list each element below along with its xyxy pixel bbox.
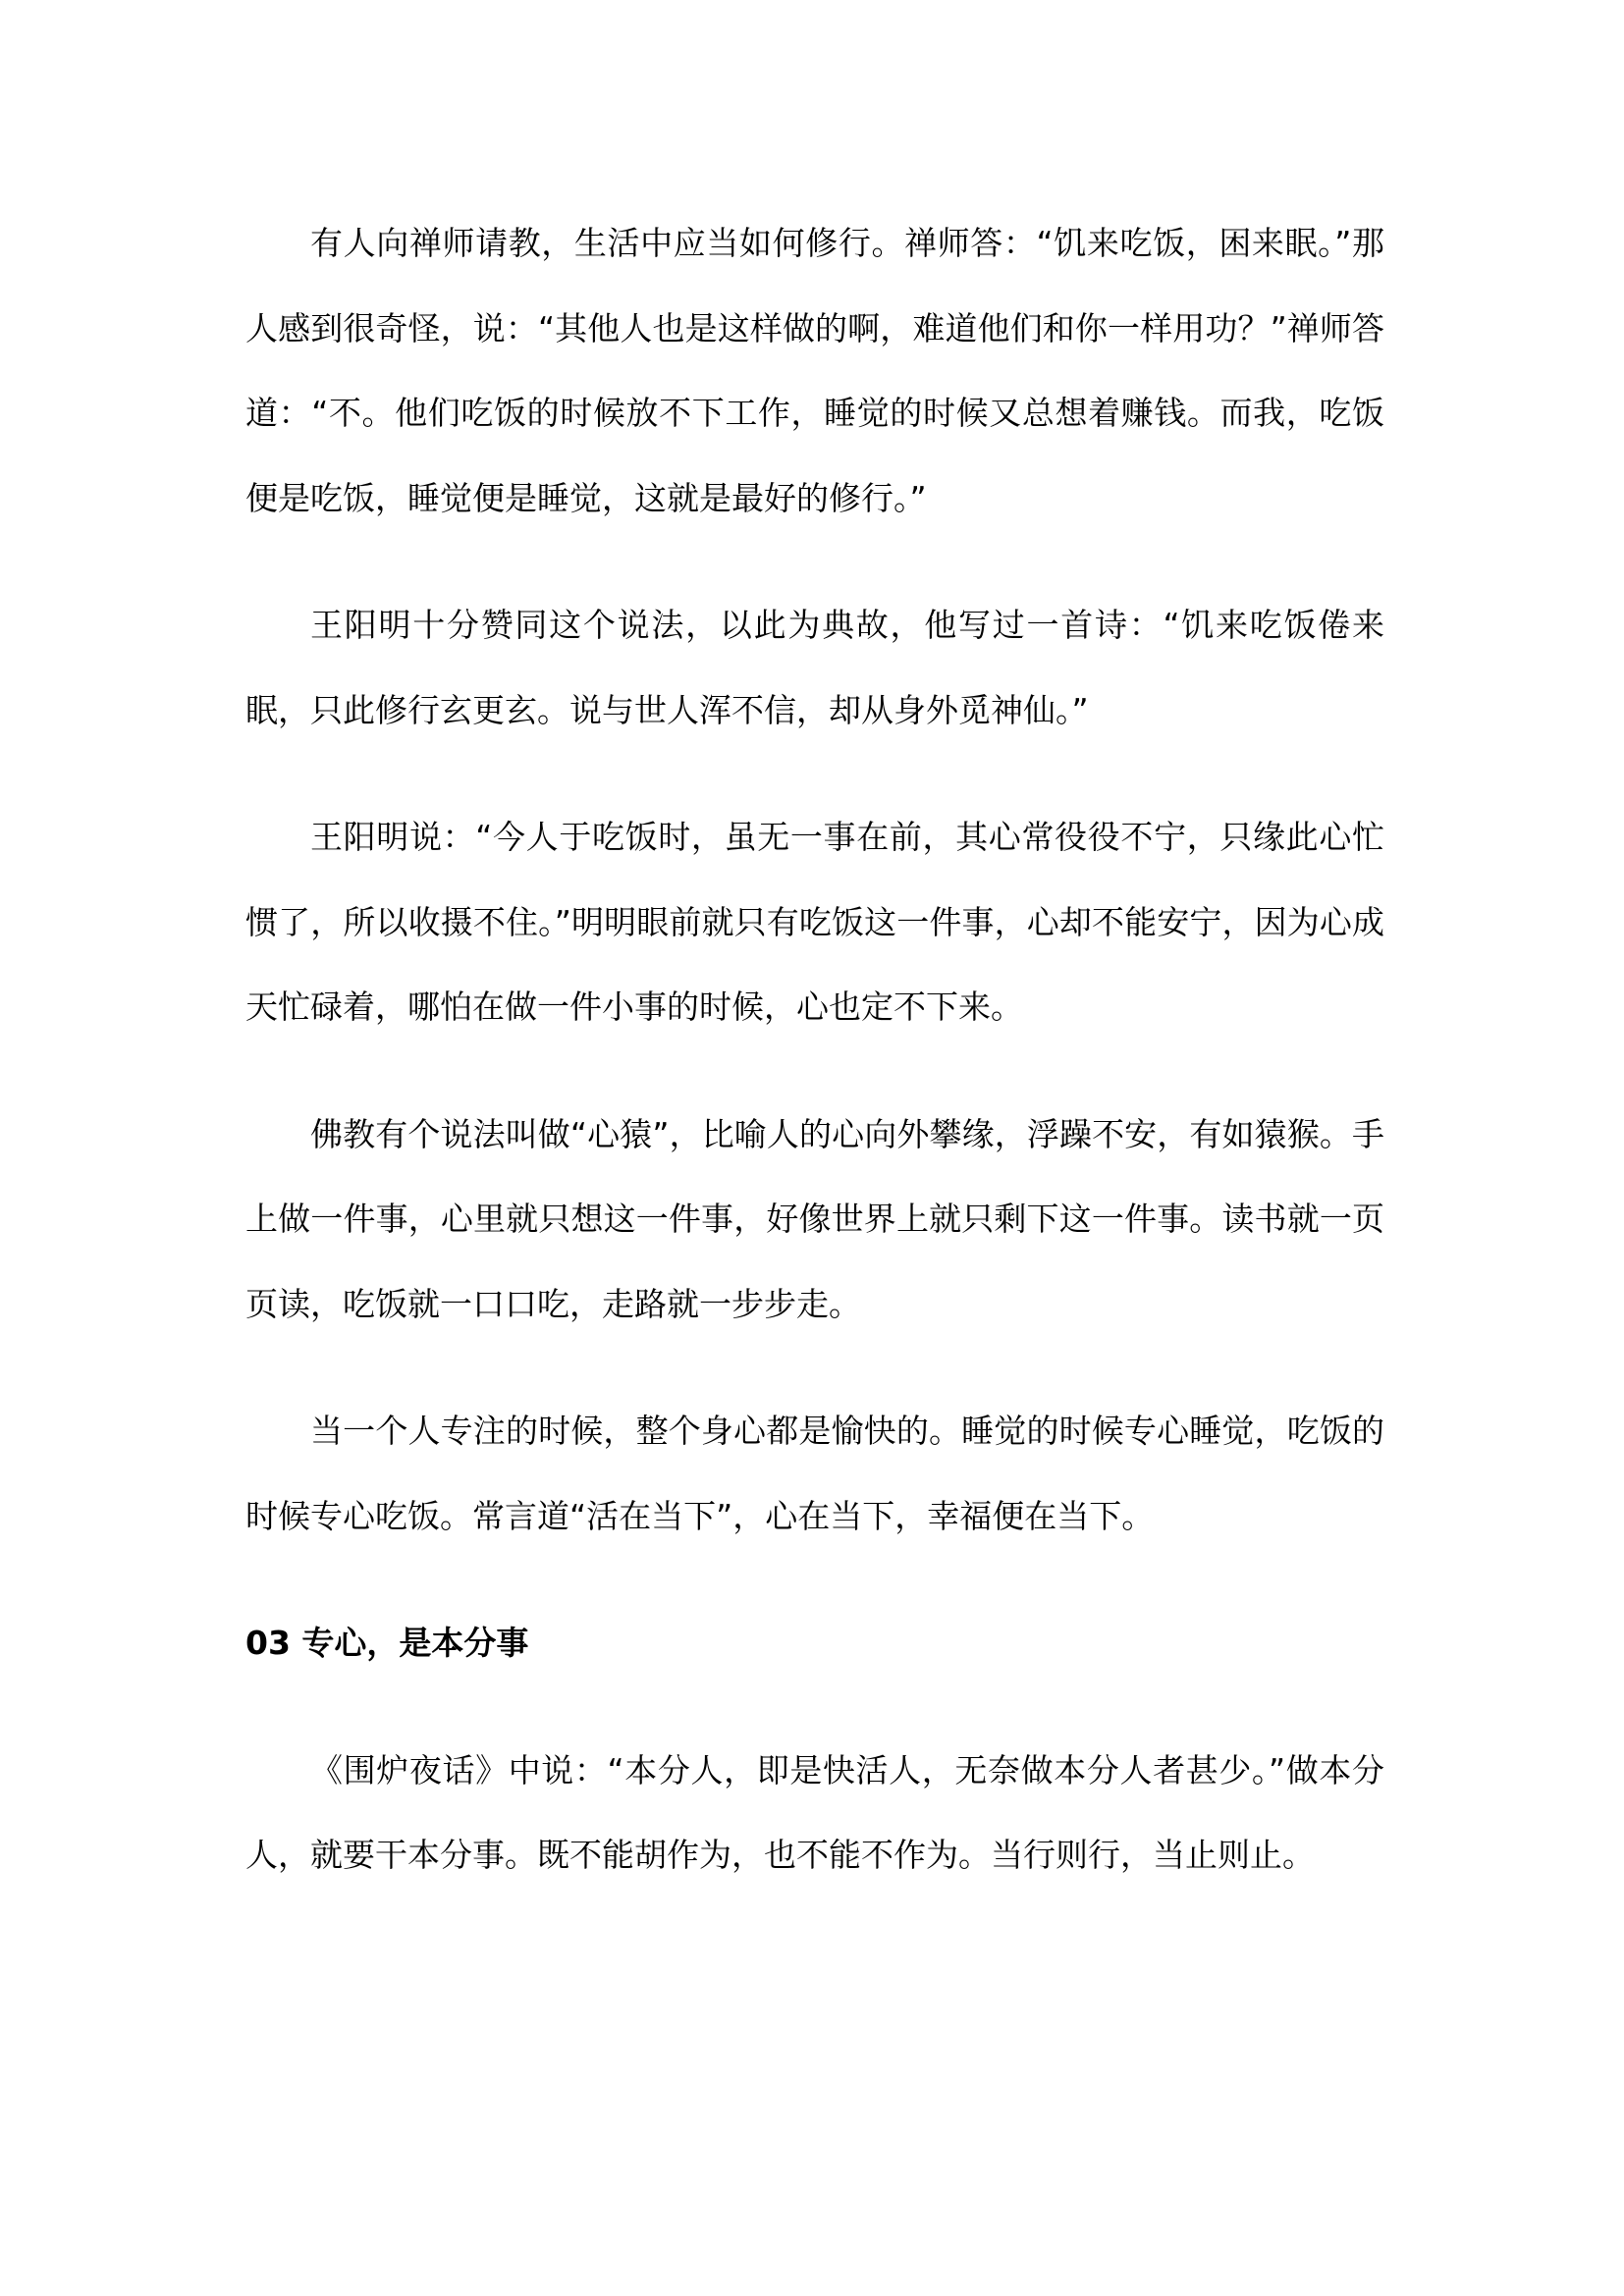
paragraph-live-in-present: 当一个人专注的时候，整个身心都是愉快的。睡觉的时候专心睡觉，吃饭的时候专心吃饭。常言道“活在当下”，心在当下，幸福便在当下。 xyxy=(245,1412,1384,1535)
document-body xyxy=(245,201,1384,1898)
paragraph-zen-master-story: 有人向禅师请教，生活中应当如何修行。禅师答：“饥来吃饭，困来眠。”那人感到很奇怪，说：“其他人也是这样做的啊，难道他们和你一样用功？”禅师答道：“不。他们吃饭的时候放不下工作，睡觉的时候又总想着赚钱。而我，吃饭便是吃饭，睡觉便是睡觉，这就是最好的修行。” xyxy=(245,224,1384,517)
section-heading: 03 专心，是本分事 xyxy=(245,1624,529,1662)
paragraph-heart-monkey: 佛教有个说法叫做“心猿”，比喻人的心向外攀缘，浮躁不安，有如猿猴。手上做一件事，心里就只想这一件事，好像世界上就只剩下这一件事。读书就一页页读，吃饭就一口口吃，走路就一步步走。 xyxy=(245,1114,1384,1323)
paragraph-wang-yangming-quote: 王阳明说：“今人于吃饭时，虽无一事在前，其心常役役不宁，只缘此心忙惯了，所以收摄不住。”明明眼前就只有吃饭这一件事，心却不能安宁，因为心成天忙碌着，哪怕在做一件小事的时候，心也定不下来。 xyxy=(245,818,1384,1026)
paragraph-fireside-talk: 《围炉夜话》中说：“本分人，即是快活人，无奈做本分人者甚少。”做本分人，就要干本分事。既不能胡作为，也不能不作为。当行则行，当止则止。 xyxy=(245,1750,1384,1874)
paragraph-wang-yangming-poem: 王阳明十分赞同这个说法，以此为典故，他写过一首诗：“饥来吃饭倦来眠，只此修行玄更玄。说与世人浑不信，却从身外觅神仙。” xyxy=(245,606,1384,729)
